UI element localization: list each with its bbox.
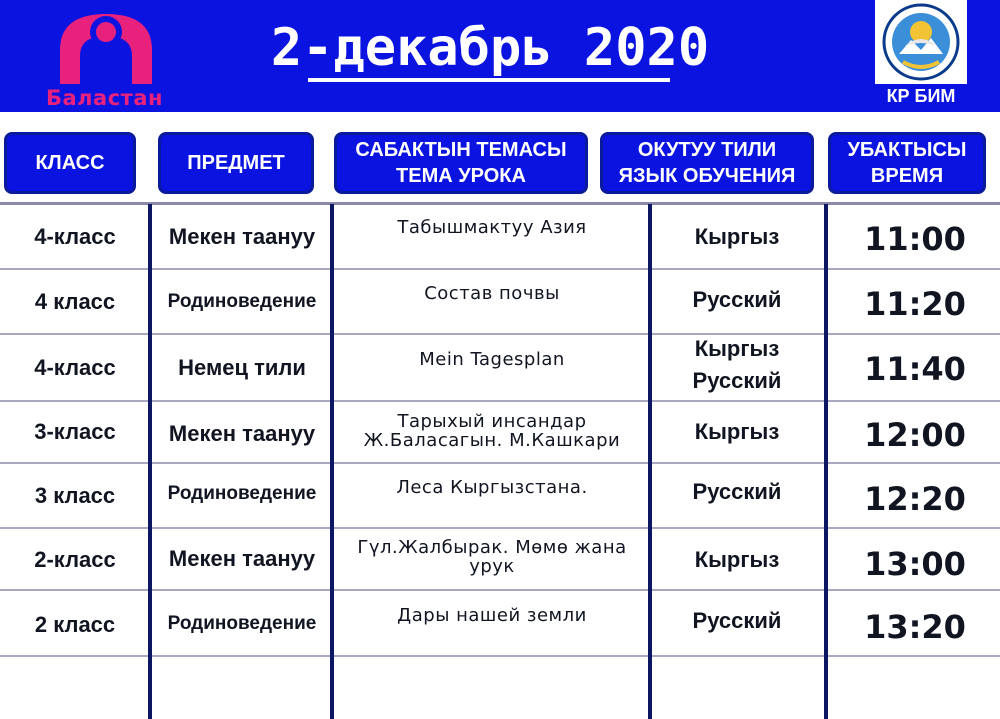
banner (0, 0, 1000, 112)
header-subject-label: ПРЕДМЕТ (187, 152, 285, 174)
logo-text: Баластан (46, 86, 164, 110)
cell-topic (336, 284, 648, 324)
header-language-line2: ЯЗЫК ОБУЧЕНИЯ (618, 165, 796, 187)
cell-subject: Немец тили (178, 354, 306, 380)
header-language-line1: ОКУТУУ ТИЛИ (637, 139, 777, 161)
cell-time: 13:20 (864, 608, 966, 646)
cell-topic (336, 478, 648, 518)
cell-subject: Мекен таануу (168, 223, 316, 249)
cell-subject: Родиноведение (167, 290, 317, 312)
cell-language (652, 402, 822, 462)
cell-topic (336, 218, 648, 258)
cell-subject: Мекен таануу (168, 546, 316, 571)
header-subject (158, 132, 314, 194)
header-language (600, 132, 814, 194)
cell-topic (336, 350, 648, 390)
cell-language-line1: Кыргыз (694, 336, 780, 361)
cell-language-line1: Русский (692, 608, 782, 633)
cell-language-line2: Русский (692, 368, 782, 393)
header-topic (334, 132, 588, 194)
cell-class: 2-класс (34, 547, 116, 572)
cell-topic-line1: Mein Tagesplan (419, 349, 565, 370)
cell-class: 4-класс (34, 223, 116, 249)
cell-time: 11:20 (864, 285, 966, 323)
cell-topic-line2: урук (469, 556, 515, 577)
emblem-icon (879, 2, 963, 82)
cell-topic (336, 606, 648, 646)
cell-time: 11:40 (864, 350, 966, 388)
cell-class: 4 класс (34, 288, 116, 314)
cell-class: 4-класс (34, 354, 116, 380)
cell-language-line1: Кыргыз (694, 223, 780, 249)
cell-topic-line2: Ж.Баласагын. М.Кашкари (363, 430, 621, 451)
header-time-line1: УБАКТЫСЫ (847, 139, 967, 161)
cell-language-line1: Русский (692, 479, 782, 504)
cell-subject: Родиноведение (167, 483, 317, 504)
cell-language-line1: Русский (692, 286, 782, 312)
cell-language-line1: Кыргыз (694, 419, 780, 444)
cell-class: 3 класс (34, 482, 116, 508)
emblem-label: КР БИМ (886, 86, 956, 106)
cell-topic (336, 412, 648, 454)
cell-time: 11:00 (864, 220, 966, 258)
header-class (4, 132, 136, 194)
cell-class: 3-класс (34, 419, 116, 444)
cell-topic (336, 538, 648, 580)
header-topic-line2: ТЕМА УРОКА (396, 165, 526, 187)
cell-language (652, 268, 822, 331)
header-topic-line1: САБАКТЫН ТЕМАСЫ (355, 139, 567, 161)
cell-topic-line1: Гүл.Жалбырак. Мөмө жана (357, 537, 627, 558)
cell-topic-line1: Леса Кыргызстана. (396, 477, 588, 498)
cell-language (652, 462, 822, 522)
cell-language (652, 333, 822, 397)
cell-topic-line1: Дары нашей земли (397, 605, 587, 626)
cell-subject: Мекен таануу (168, 421, 316, 446)
header-class-label: КЛАСС (35, 152, 105, 174)
cell-language (652, 205, 822, 268)
page-title: 2-декабрь 2020 (270, 18, 710, 78)
cell-time: 12:20 (864, 480, 966, 518)
title-underline (308, 78, 670, 82)
cell-time: 13:00 (864, 545, 966, 583)
cell-language (652, 529, 822, 591)
cell-time: 12:00 (864, 416, 966, 454)
cell-class: 2 класс (34, 612, 116, 637)
cell-topic-line1: Тарыхый инсандар (397, 411, 587, 432)
cell-subject: Родиноведение (167, 613, 317, 634)
cell-topic-line1: Состав почвы (424, 283, 560, 304)
header-time-line2: ВРЕМЯ (870, 165, 944, 187)
state-emblem (875, 0, 967, 84)
cell-language-line1: Кыргыз (694, 547, 780, 572)
column-divider (824, 204, 828, 719)
cell-language (652, 590, 822, 652)
cell-topic-line1: Табышмактуу Азия (397, 217, 587, 238)
header-time (828, 132, 986, 194)
